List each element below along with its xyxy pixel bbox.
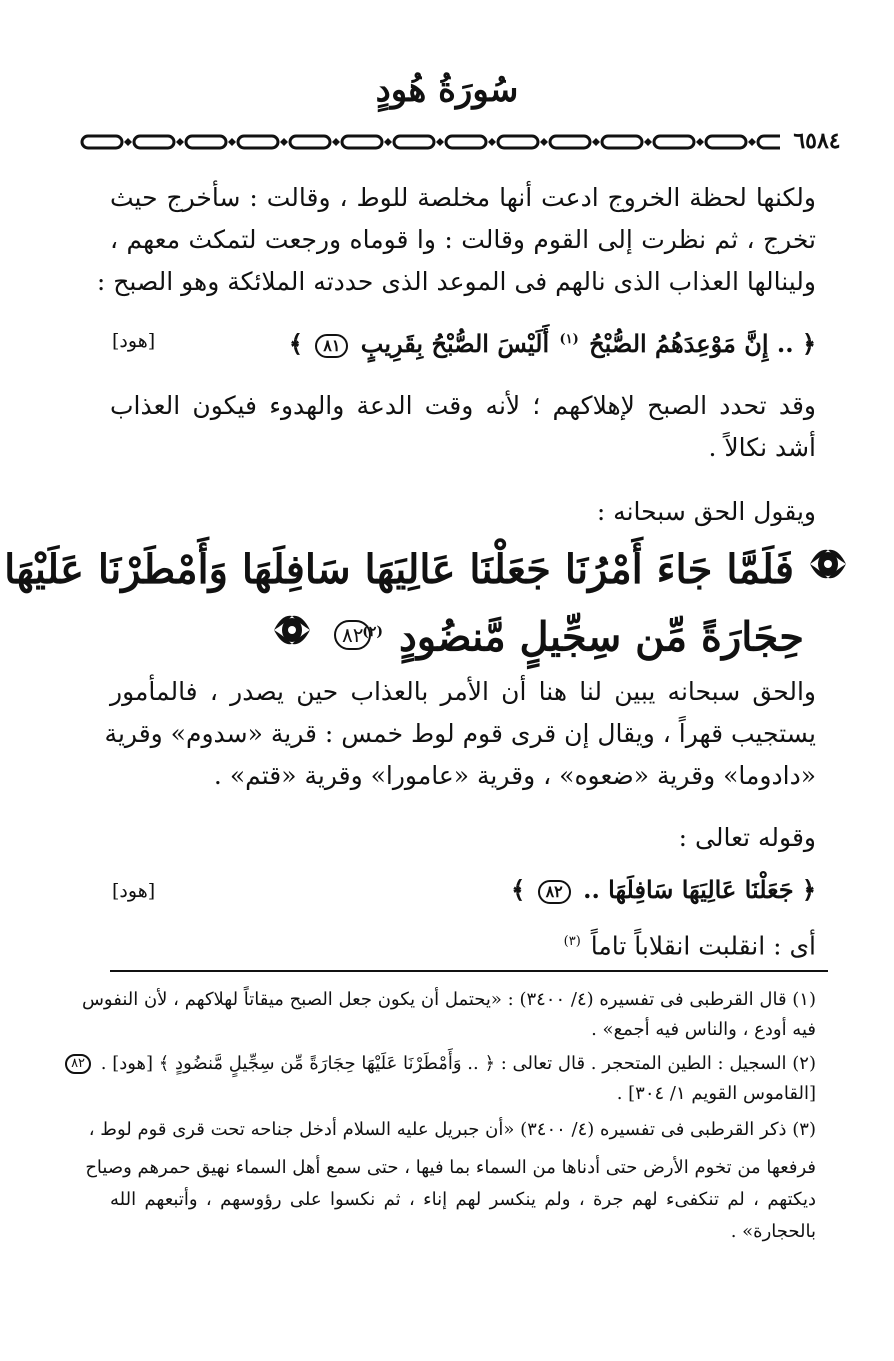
body-line: يستجيب قهراً ، ويقال إن قرى قوم لوط خمس : قرية «سدوم» وقرية <box>104 719 816 748</box>
footnote-line: فيه أودع ، والناس فيه أجمع» . <box>591 1019 816 1040</box>
ornamental-header-rule <box>78 130 848 154</box>
body-text: أى : انقلبت انقلاباً تاماً <box>590 931 816 961</box>
quran-verse <box>289 322 816 362</box>
ayah-number-badge: ٨٢ <box>65 1054 91 1074</box>
verse-text: جَعَلْنَا عَالِيَهَا سَافِلَهَا .. <box>583 875 794 904</box>
footnote-marker: (٣) <box>563 934 581 949</box>
verse-text: أَلَيْسَ الصُّبْحُ بِقَرِيبٍ <box>360 329 550 358</box>
verse-ornament-icon <box>802 540 854 588</box>
body-line: والحق سبحانه يبين لنا هنا أن الأمر بالعذاب حين يصدر ، فالمأمور <box>110 677 816 706</box>
body-line: تخرج ، ثم نظرت إلى القوم وقالت : وا قوماه ورجعت لتمكث معهم ، <box>110 225 816 254</box>
ayah-number-badge: ٨١ <box>315 334 348 358</box>
body-line: ولينالها العذاب الذى نالهم فى الموعد الذى حددته الملائكة وهو الصبح : <box>96 267 816 296</box>
footnote-line: فرفعها من تخوم الأرض حتى أدناها من السماء بما فيها ، حتى سمع أهل السماء نهيق حمرهم وصياح <box>85 1157 816 1178</box>
footnote-line: بالحجارة» . <box>730 1221 816 1242</box>
verse-ornament-icon <box>266 606 318 654</box>
body-line: أشد نكالاً . <box>708 433 816 462</box>
surah-reference: [هود] <box>112 330 156 352</box>
surah-reference: [هود] <box>112 880 156 902</box>
footnote-text: (٢) السجيل : الطين المتحجر . قال تعالى : ﴿ .. وَأَمْطَرْنَا عَلَيْهَا حِجَارَةً مِّن سِجِّيلٍ مَّنضُودٍ ﴾ [هود] . <box>100 1053 816 1074</box>
quran-verse <box>511 872 816 908</box>
quran-verse-large: فَلَمَّا جَاءَ أَمْرُنَا جَعَلْنَا عَالِيَهَا سَافِلَهَا وَأَمْطَرْنَا عَلَيْهَا <box>4 546 794 593</box>
body-line: «دادوما» وقرية «ضعوه» ، وقرية «عامورا» وقرية «قتم» . <box>213 761 816 790</box>
verse-text: حِجَارَةً مِّن سِجِّيلٍ مَّنضُودٍ <box>398 613 804 661</box>
verse-open-brace: ﴿ <box>801 875 816 904</box>
page-number: ٦٥٨٤ <box>780 126 854 156</box>
body-line: ويقول الحق سبحانه : <box>596 497 816 526</box>
quran-verse-large-line2 <box>340 604 804 665</box>
ayah-number-badge: ٨٢ <box>334 620 371 650</box>
verse-text: .. إِنَّ مَوْعِدَهُمُ الصُّبْحُ <box>589 329 794 358</box>
footnote-line <box>71 1050 816 1078</box>
footnote-divider <box>110 970 828 972</box>
body-line: وقوله تعالى : <box>678 823 816 852</box>
verse-close-brace: ﴾ <box>511 875 526 904</box>
verse-open-brace: ﴿ <box>801 329 816 358</box>
footnote-marker: (١) <box>559 332 579 347</box>
footnote-line: (١) قال القرطبى فى تفسيره (٤/ ٣٤٠٠) : «يحتمل أن يكون جعل الصبح ميقاتاً لهلاكهم ، لأن النفوس <box>81 989 816 1010</box>
body-line: ولكنها لحظة الخروج ادعت أنها مخلصة للوط ، وقالت : سأخرج حيث <box>110 183 816 212</box>
footnote-line: [القاموس القويم ١/ ٣٠٤] . <box>616 1083 816 1104</box>
ayah-number-badge: ٨٢ <box>538 880 571 904</box>
footnote-line: (٣) ذكر القرطبى فى تفسيره (٤/ ٣٤٠٠) «أن جبريل عليه السلام أدخل جناحه تحت قرى قوم لوط ، <box>88 1119 816 1140</box>
footnote-line: ديكتهم ، لم تنكفىء لهم جرة ، ولم ينكسر لهم إناء ، ثم نكسوا على رؤوسهم ، وأتبعهم الله <box>110 1189 816 1210</box>
body-line <box>562 924 816 964</box>
surah-title: سُورَةُ هُودٍ <box>375 70 519 110</box>
body-line: وقد تحدد الصبح لإهلاكهم ؛ لأنه وقت الدعة والهدوء فيكون العذاب <box>110 391 816 420</box>
footnote-marker: (٢) <box>362 624 384 640</box>
verse-close-brace: ﴾ <box>288 329 303 358</box>
